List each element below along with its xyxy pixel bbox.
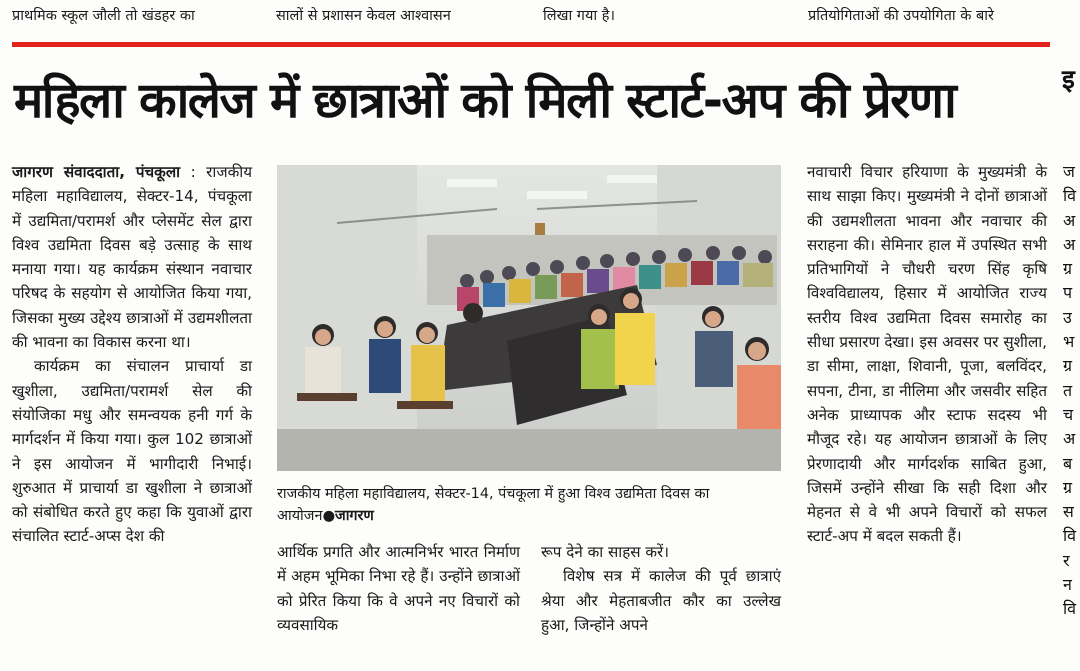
paragraph: कार्यक्रम का संचालन प्राचार्या डा खुशीला, उद्यमिता/परामर्श सेल की संयोजिका मधु और समन्वयक हनी गर्ग के मार्गदर्शन में किया गया। कुल 102 छात्राओं ने इस आयोजन में भागीदारी निभाई। शुरुआत में प्राचार्या डा खुशीला ने छात्राओं को संबोधित करते हुए कहा कि युवाओं द्वारा संचालित स्टार्ट-अप्स देश की — [12, 357, 252, 546]
photo-caption — [277, 483, 781, 527]
fragment-line: ज — [1063, 162, 1075, 181]
adjacent-headline-fragment: इ — [1062, 65, 1075, 95]
paragraph: विशेष सत्र में कालेज की पूर्व छात्राएं श्रेया और मेहताबजीत कौर का उल्लेख हुआ, जिन्होंने अपने — [541, 567, 781, 634]
top-strip-fragment: प्रतियोगिताओं की उपयोगिता के बारे — [808, 8, 994, 24]
fragment-line: न — [1063, 575, 1072, 595]
fragment-line: अ — [1063, 234, 1076, 254]
fragment-line: प — [1063, 283, 1073, 303]
article-column-3 — [541, 540, 781, 637]
photo-credit: जागरण — [335, 508, 374, 524]
fragment-line: ग्र — [1063, 477, 1073, 497]
article-column-2 — [277, 540, 520, 637]
lead-paragraph — [12, 160, 252, 354]
article-headline: महिला कालेज में छात्राओं को मिली स्टार्ट-अप की प्रेरणा — [14, 72, 956, 129]
paragraph: रूप देने का साहस करें। — [541, 543, 669, 561]
fragment-line: च — [1063, 404, 1074, 424]
fragment-line: ग्र — [1063, 356, 1073, 376]
article-column-4 — [807, 160, 1047, 549]
fragment-line: त — [1063, 380, 1073, 400]
paragraph: नवाचारी विचार हरियाणा के मुख्यमंत्री के साथ साझा किए। मुख्यमंत्री ने दोनों छात्राओं की उद्यमशीलता भावना और नवाचार की सराहना की। सेमिनार हाल में उपस्थित सभी प्रतिभागियों ने चौधरी चरण सिंह कृषि विश्वविद्यालय, हिसार में आयोजित राज्य स्तरीय विश्व उद्यमिता दिवस समारोह का सीधा प्रसारण देखा। इस अवसर पर सुशीला, डा सीमा, लाक्षा, शिवानी, पूजा, बलविंदर, सपना, टीना, डा नीलिमा और जसवीर सहित अनेक प्राध्यापक और स्टाफ सदस्य भी मौजूद रहे। यह आयोजन छात्राओं के लिए प्रेरणादायी और मार्गदर्शक साबित हुआ, जिसमें उन्होंने सीखा कि सही दिशा और मेहनत से वे भी अपने विचारों को सफल स्टार्ट-अप में बदल सकती हैं। — [807, 163, 1047, 546]
fragment-line: अ — [1063, 429, 1076, 449]
red-divider-rule — [12, 42, 1050, 47]
fragment-line: वि — [1063, 599, 1077, 619]
lead-text: : राजकीय महिला महाविद्यालय, सेक्टर-14, पंचकूला में उद्यमिता/परामर्श और प्लेसमेंट सेल द्वारा विश्व उद्यमिता दिवस बड़े उत्साह के साथ मनाया गया। यह कार्यक्रम संस्थान नवाचार परिषद के सहयोग से आयोजित किया गया, जिसका मुख्य उद्देश्य छात्राओं में उद्यमशीलता की भावना का विकास करना था। — [12, 163, 253, 352]
fragment-line: वि — [1063, 526, 1077, 546]
seminar-hall-photo — [277, 165, 781, 471]
bullet-icon: ● — [322, 508, 336, 524]
fragment-line: स — [1063, 502, 1074, 522]
adjacent-article-fragment — [1063, 160, 1080, 622]
fragment-line: र — [1063, 550, 1070, 570]
article-column-1 — [12, 160, 252, 549]
fragment-line: अ — [1063, 210, 1076, 230]
top-strip-fragment: प्राथमिक स्कूल जौली तो खंडहर का — [12, 8, 195, 24]
fragment-line: भ — [1063, 332, 1075, 352]
byline: जागरण संवाददाता, पंचकूला — [12, 163, 181, 181]
fragment-line: ग्र — [1063, 259, 1073, 279]
caption-text: राजकीय महिला महाविद्यालय, सेक्टर-14, पंचकूला में हुआ विश्व उद्यमिता दिवस का आयोजन — [277, 486, 710, 524]
top-strip — [0, 0, 1080, 32]
paragraph: आर्थिक प्रगति और आत्मनिर्भर भारत निर्माण में अहम भूमिका निभा रहे हैं। उन्होंने छात्राओं को प्रेरित किया कि वे अपने नए विचारों को व्यवसायिक — [277, 543, 520, 634]
fragment-line: ब — [1063, 453, 1073, 473]
fragment-line: वि — [1063, 186, 1077, 206]
top-strip-fragment: लिखा गया है। — [543, 8, 615, 24]
fragment-line: उ — [1063, 307, 1072, 327]
top-strip-fragment: सालों से प्रशासन केवल आश्वासन — [276, 8, 451, 24]
event-photo — [277, 165, 781, 471]
